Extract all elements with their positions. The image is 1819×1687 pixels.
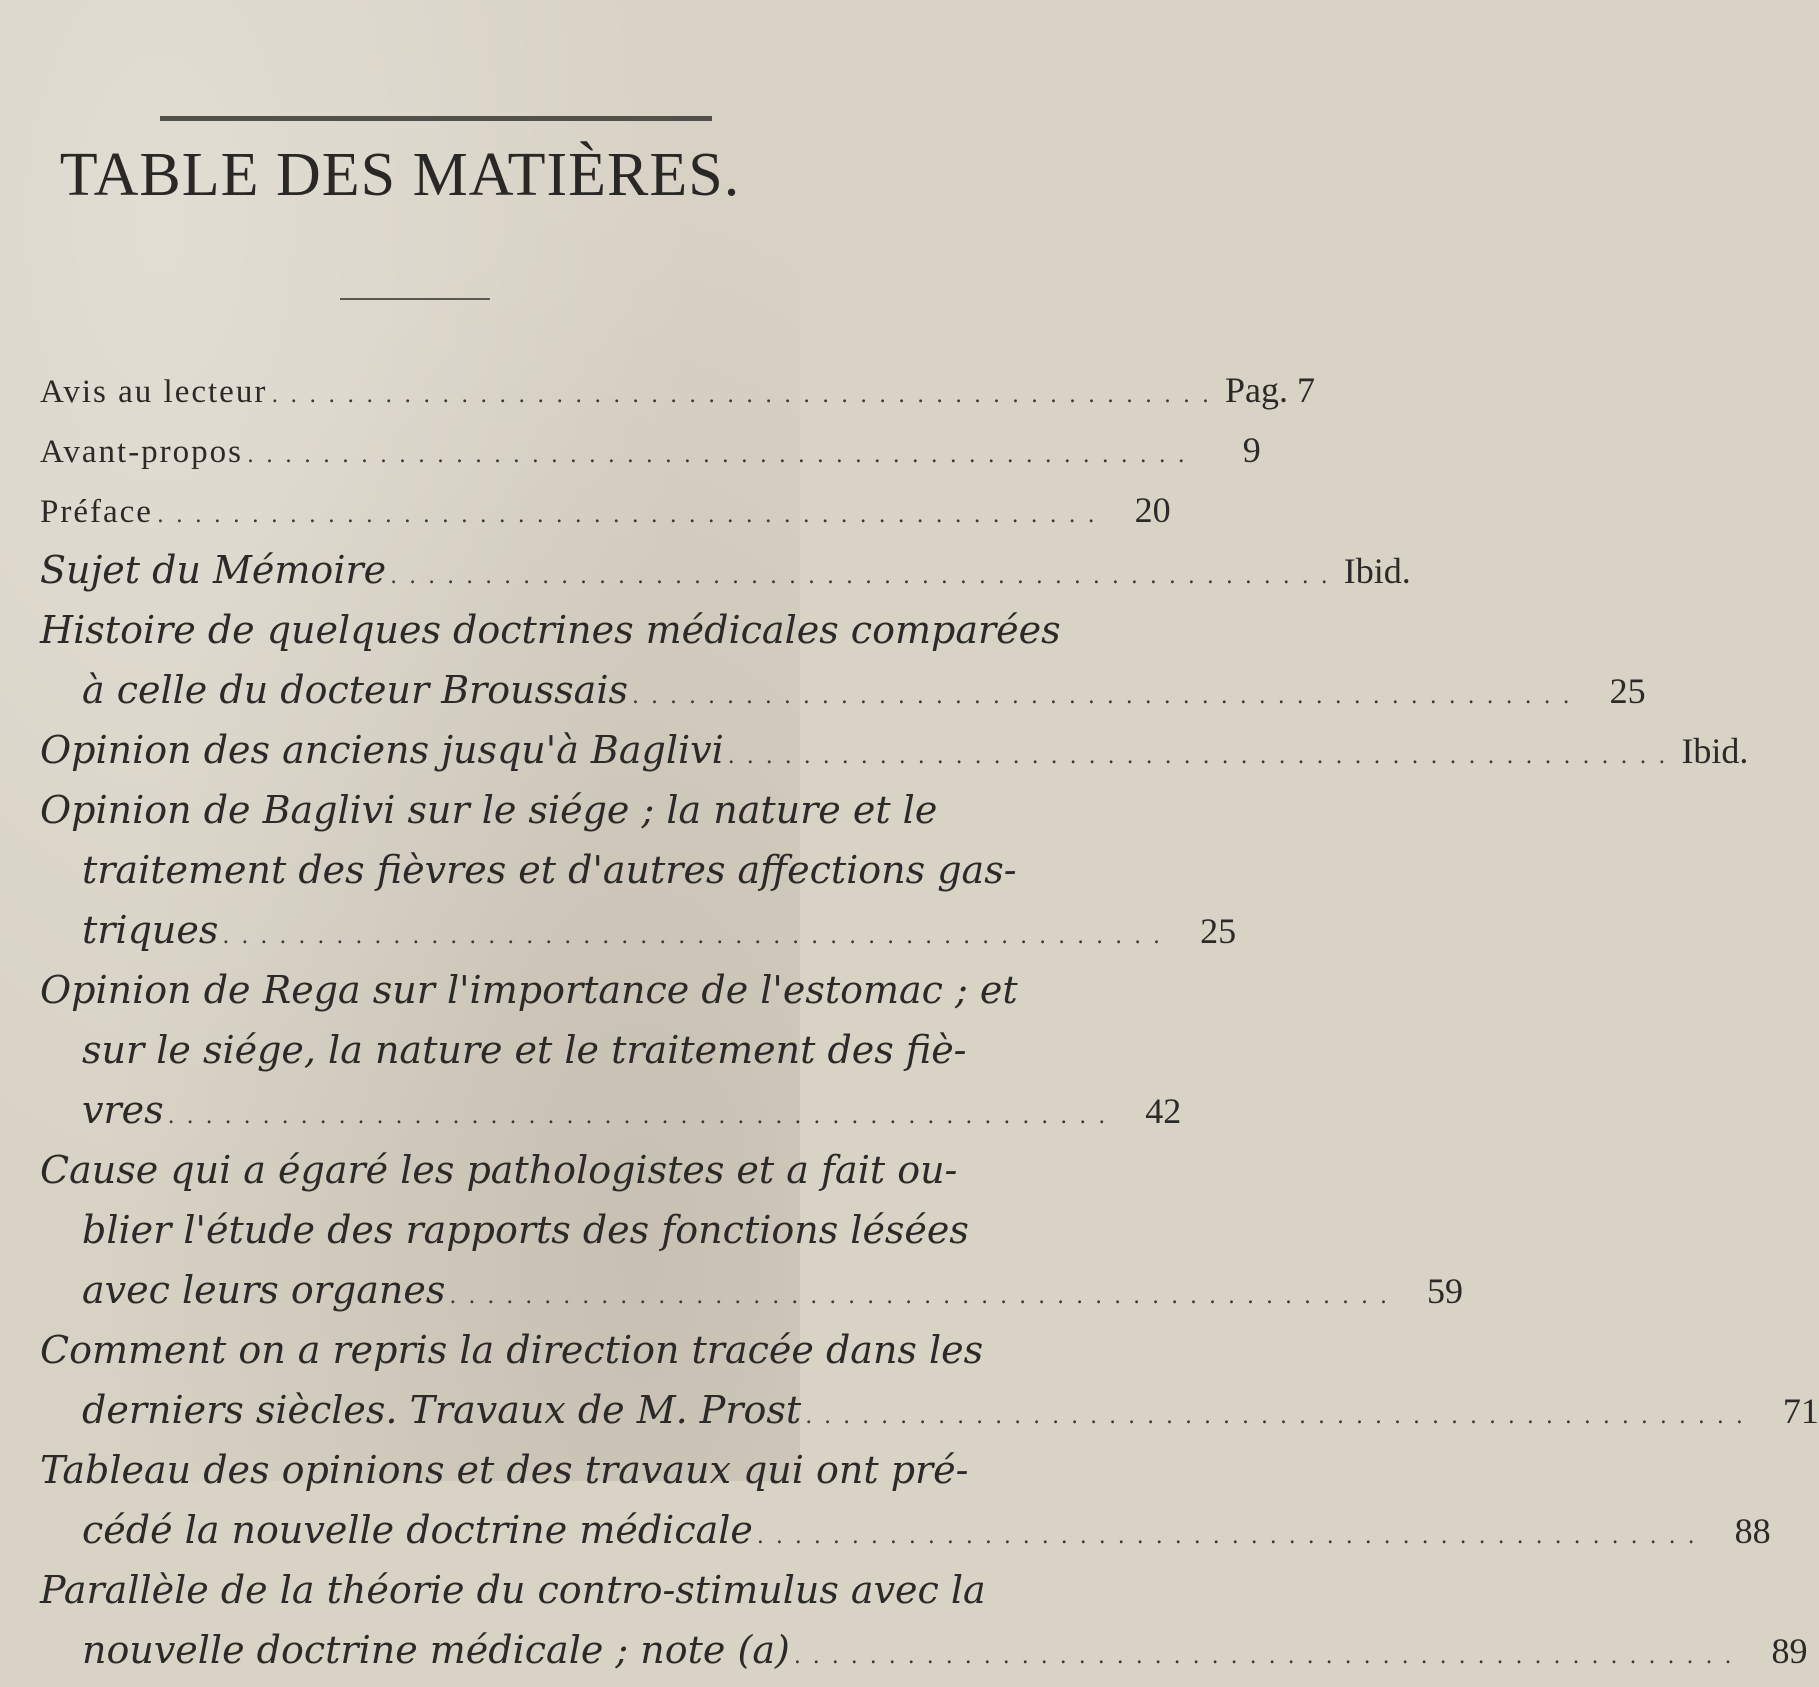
toc-entry-direction[interactable]	[40, 1320, 1819, 1440]
page-title: TABLE DES MATIÈRES.	[59, 141, 741, 209]
dot-leader: ..................................................	[793, 1644, 1744, 1669]
dot-leader: ..................................................	[805, 1404, 1755, 1429]
toc-entry-avant-propos[interactable]	[40, 420, 1261, 480]
title-underline	[340, 298, 490, 300]
toc-entry-cause[interactable]	[40, 1140, 1463, 1320]
toc-entry-text: Avant-propos	[40, 434, 244, 470]
toc-entry-preface[interactable]	[40, 480, 1171, 540]
dot-leader: ..................................................	[222, 924, 1173, 949]
toc-page-number: 42	[1145, 1091, 1182, 1131]
toc-entry-text: blier l'étude des rapports des fonctions lésées	[82, 1208, 969, 1252]
toc-page-number: 89	[1771, 1631, 1808, 1671]
toc-page-number: Pag. 7	[1224, 370, 1315, 410]
toc-entry-text: Préface	[40, 494, 153, 530]
dot-leader: ..................................................	[271, 383, 1221, 408]
toc-entry-rega[interactable]	[40, 960, 1182, 1140]
toc-page-number: 25	[1200, 911, 1237, 951]
toc-entry-parallele[interactable]	[40, 1560, 1808, 1680]
dot-leader: ..................................................	[631, 684, 1582, 709]
toc-entry-text: Cause qui a égaré les pathologistes et a fait ou-	[40, 1148, 958, 1192]
toc-list	[40, 360, 1819, 1680]
toc-entry-text: vres	[82, 1088, 164, 1132]
toc-entry-text: sur le siége, la nature et le traitement des fiè-	[82, 1028, 967, 1072]
toc-page-number: 20	[1134, 490, 1171, 530]
toc-entry-avis[interactable]	[40, 360, 1315, 420]
dot-leader: ..................................................	[156, 503, 1107, 528]
toc-entry-text: Opinion de Baglivi sur le siége ; la nature et le	[40, 788, 938, 832]
toc-page-number: Ibid.	[1343, 551, 1411, 591]
toc-page-number: Ibid.	[1681, 731, 1749, 771]
toc-entry-text: nouvelle doctrine médicale ; note (a)	[82, 1628, 790, 1672]
toc-entry-tableau[interactable]	[40, 1440, 1771, 1560]
toc-entry-text: Tableau des opinions et des travaux qui ont pré-	[40, 1448, 969, 1492]
dot-leader: ..................................................	[247, 443, 1197, 468]
dot-leader: ..................................................	[167, 1104, 1118, 1129]
dot-leader: ..................................................	[390, 564, 1340, 589]
toc-page-number: 71	[1782, 1391, 1819, 1431]
toc-entry-sujet[interactable]	[40, 540, 1411, 600]
toc-entry-text: triques	[82, 908, 219, 952]
toc-entry-text: cédé la nouvelle doctrine médicale	[82, 1508, 753, 1552]
toc-page-number: 88	[1734, 1511, 1771, 1551]
dot-leader: ..................................................	[727, 744, 1678, 769]
toc-entry-text: à celle du docteur Broussais	[82, 668, 628, 712]
toc-page-number: 9	[1242, 430, 1261, 470]
toc-entry-baglivi[interactable]	[40, 780, 1237, 960]
toc-entry-text: derniers siècles. Travaux de M. Prost	[82, 1388, 802, 1432]
toc-entry-text: Opinion des anciens jusqu'à Baglivi	[40, 728, 724, 772]
toc-entry-text: Opinion de Rega sur l'importance de l'estomac ; et	[40, 968, 1018, 1012]
toc-entry-anciens[interactable]	[40, 720, 1749, 780]
toc-entry-text: Avis au lecteur	[40, 374, 268, 410]
toc-entry-text: traitement des fièvres et d'autres affections gas-	[82, 848, 1017, 892]
dot-leader: ..................................................	[449, 1284, 1399, 1309]
toc-page-number: 59	[1427, 1271, 1463, 1311]
toc-entry-text: Sujet du Mémoire	[40, 548, 387, 592]
toc-entry-text: avec leurs organes	[82, 1268, 446, 1312]
dot-leader: ..................................................	[756, 1524, 1707, 1549]
toc-page-number: 25	[1609, 671, 1646, 711]
toc-entry-text: Parallèle de la théorie du contro-stimulus avec la	[40, 1568, 986, 1612]
top-rule	[160, 116, 712, 121]
toc-entry-text: Comment on a repris la direction tracée dans les	[40, 1328, 984, 1372]
toc-entry-text: Histoire de quelques doctrines médicales comparées	[40, 608, 1061, 652]
toc-entry-histoire[interactable]	[40, 600, 1646, 720]
